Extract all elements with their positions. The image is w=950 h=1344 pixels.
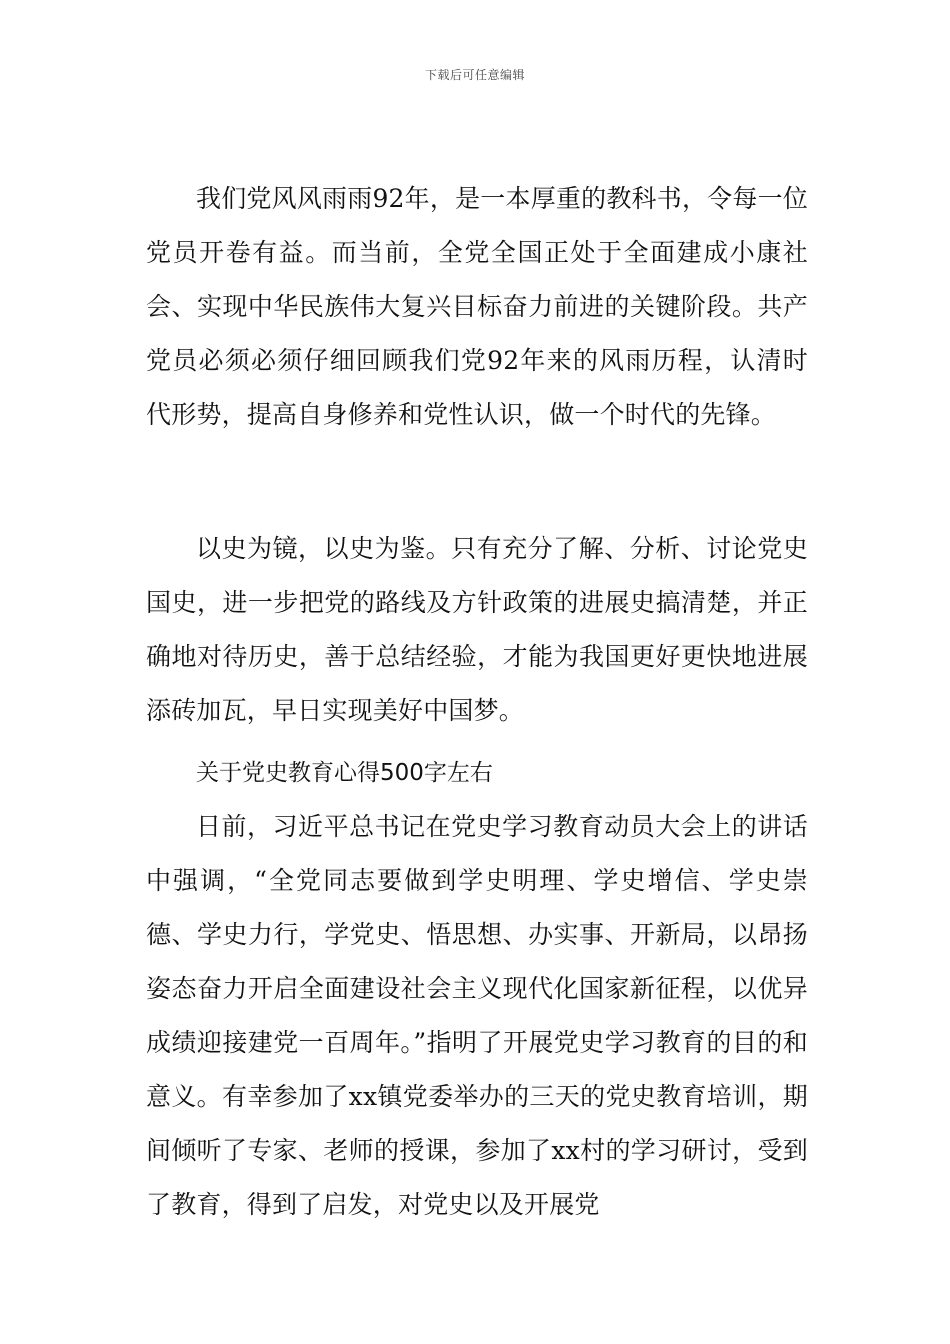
- section-title: 关于党史教育心得500字左右: [196, 760, 493, 786]
- body-paragraph: 日前，习近平总书记在党史学习教育动员大会上的讲话中强调，“全党同志要做到学史明理、学史增信、学史崇德、学史力行，学党史、悟思想、办实事、开新局，以昂扬姿态奋力开启全面建设社会主义现代化国家新征程，以优异成绩迎接建党一百周年。”指明了开展党史学习教育的目的和意义。有幸参加了xx镇党委举办的三天的党史教育培训，期间倾听了专家、老师的授课，参加了xx村的学习研讨，受到了教育，得到了启发，对党史以及开展党: [146, 812, 808, 1219]
- page-header-note: 下载后可任意编辑: [424, 68, 525, 82]
- paragraph-block: [146, 800, 808, 1232]
- paragraph-block: [146, 522, 808, 738]
- paragraph-block: [146, 172, 808, 442]
- body-paragraph: 我们党风风雨雨92年，是一本厚重的教科书，令每一位党员开卷有益。而当前，全党全国正处于全面建成小康社会、实现中华民族伟大复兴目标奋力前进的关键阶段。共产党员必须必须仔细回顾我们党92年来的风雨历程，认清时代形势，提高自身修养和党性认识，做一个时代的先锋。: [146, 184, 808, 429]
- body-paragraph: 以史为镜，以史为鉴。只有充分了解、分析、讨论党史国史，进一步把党的路线及方针政策的进展史搞清楚，并正确地对待历史，善于总结经验，才能为我国更好更快地进展添砖加瓦，早日实现美好中国梦。: [146, 534, 808, 725]
